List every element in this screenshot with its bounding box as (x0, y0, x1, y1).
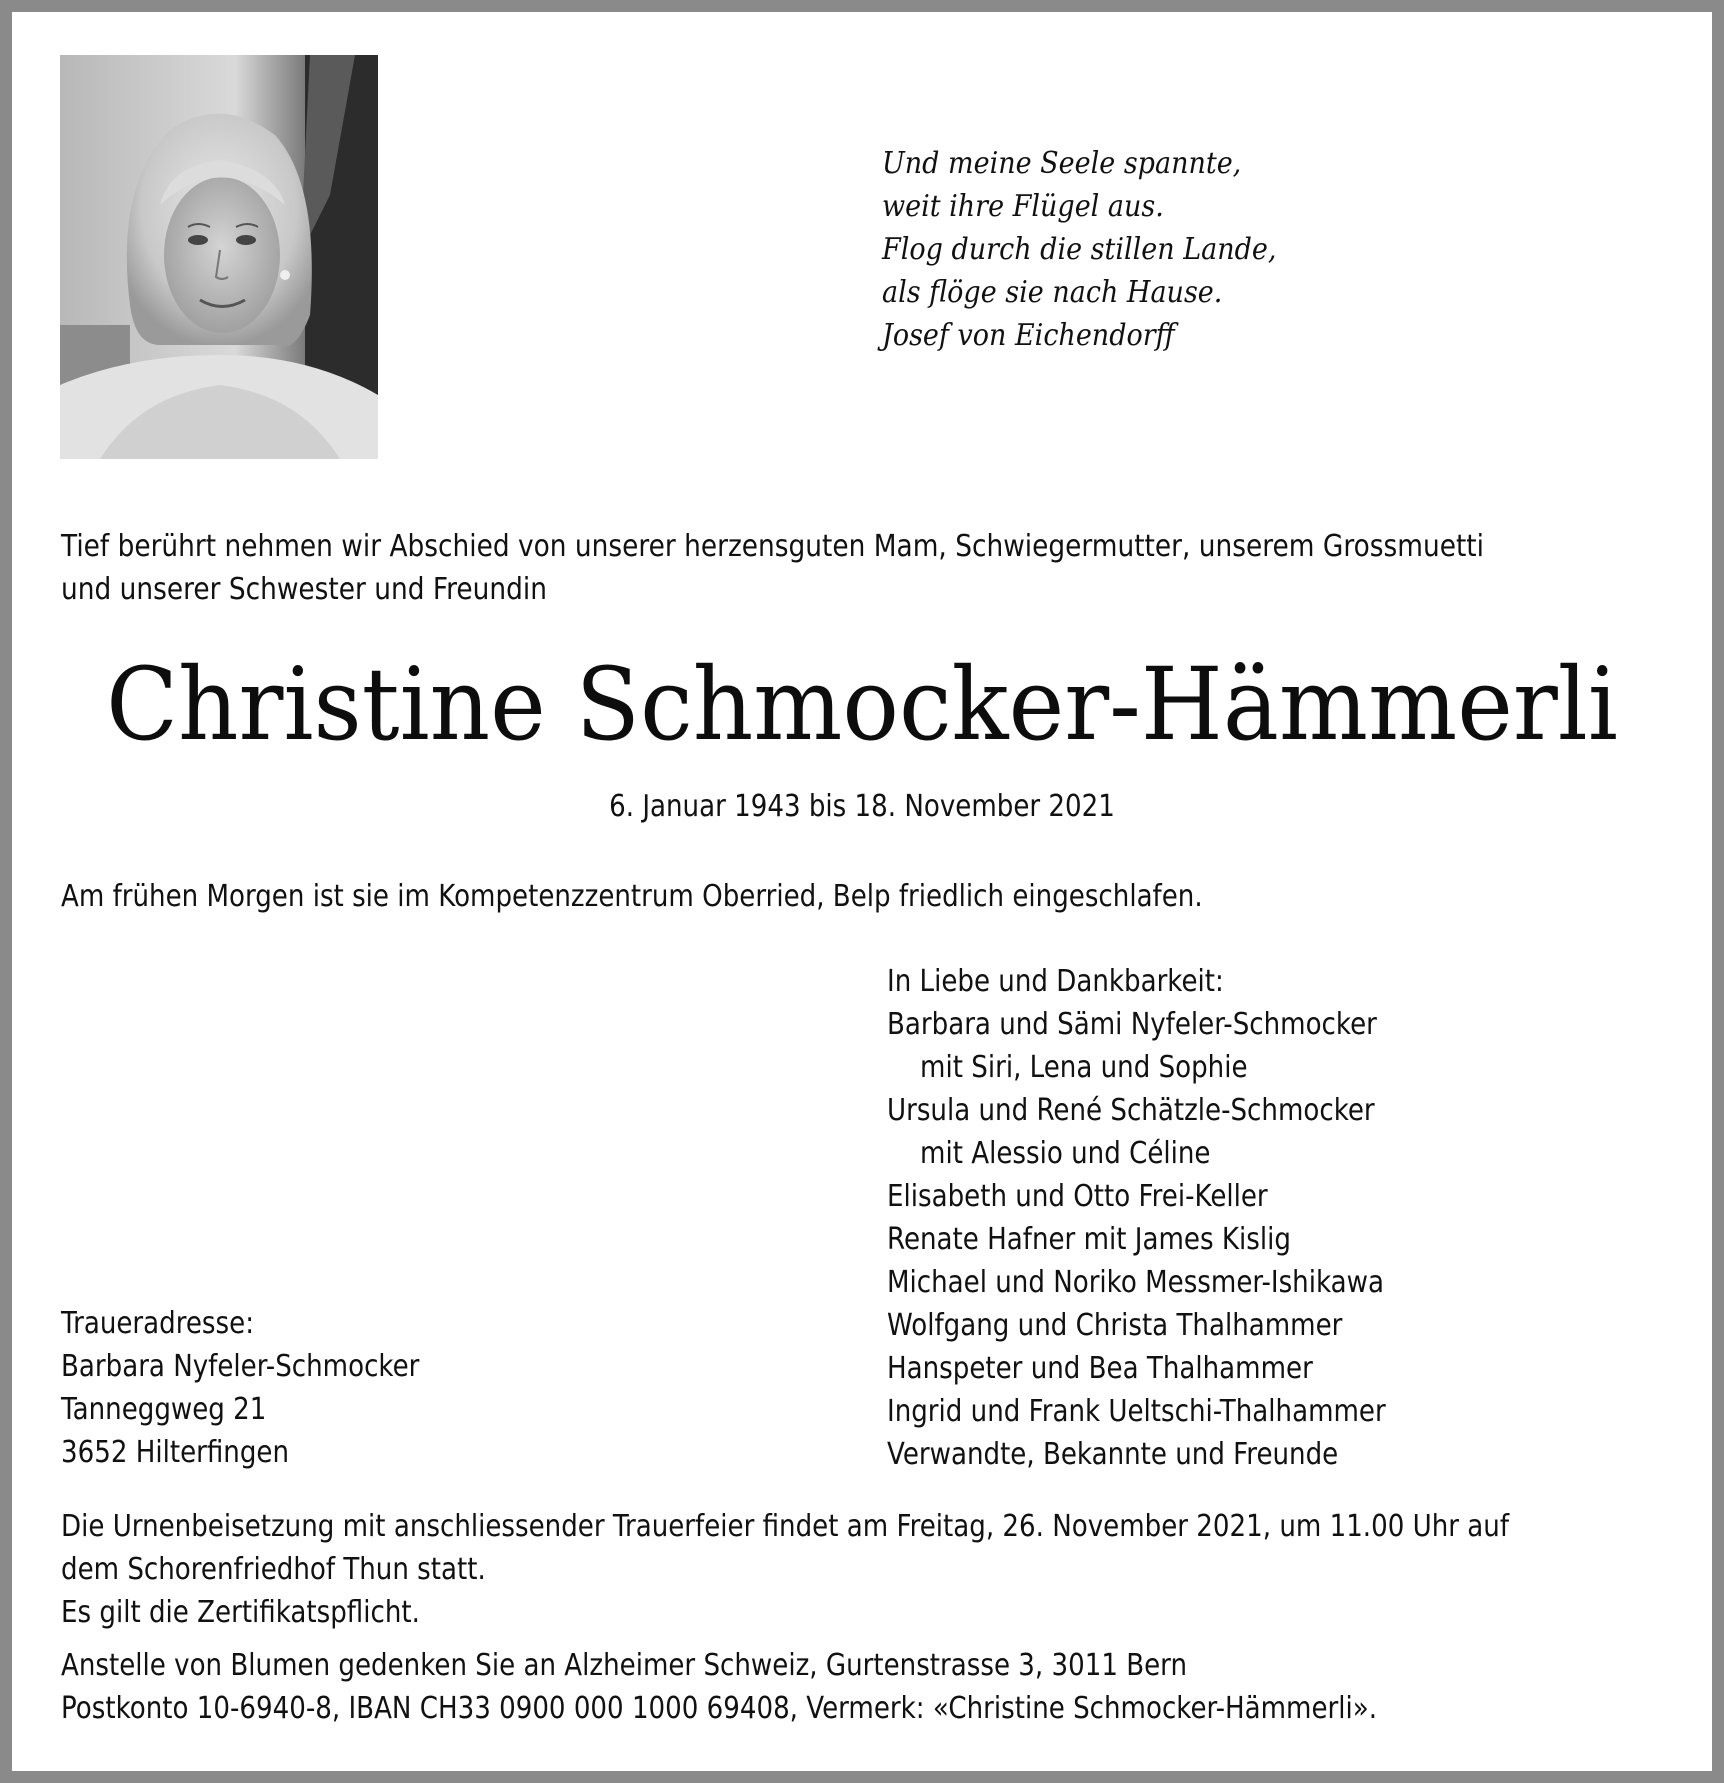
intro-line: und unserer Schwester und Freundin (61, 572, 547, 607)
family-list (887, 960, 1386, 1476)
family-entry: Hanspeter und Bea Thalhammer (887, 1351, 1313, 1386)
address-city: 3652 Hilterfingen (61, 1435, 290, 1470)
family-entry: Elisabeth und Otto Frei-Keller (887, 1179, 1268, 1214)
obituary-sheet (12, 12, 1712, 1771)
family-entry: Wolfgang und Christa Thalhammer (887, 1308, 1343, 1343)
poem-line: Flog durch die stillen Lande, (882, 232, 1277, 267)
family-entry: Michael und Noriko Messmer-Ishikawa (887, 1265, 1384, 1300)
address-street: Tanneggweg 21 (61, 1392, 267, 1427)
family-entry: Ingrid und Frank Ueltschi-Thalhammer (887, 1394, 1386, 1429)
mourning-address (61, 1302, 419, 1474)
family-entry: mit Siri, Lena und Sophie (920, 1050, 1248, 1085)
portrait-photo (60, 55, 378, 459)
address-label: Traueradresse: (61, 1306, 254, 1341)
ceremony-info (61, 1505, 1509, 1634)
poem (882, 142, 1350, 357)
ceremony-line: dem Schorenfriedhof Thun statt. (61, 1552, 486, 1587)
intro-line: Tief berührt nehmen wir Abschied von unserer herzensguten Mam, Schwiegermutter, unserem Grossmuetti (61, 529, 1485, 564)
donation-info (61, 1644, 1377, 1730)
poem-line: als flöge sie nach Hause. (882, 275, 1223, 310)
poem-line: Und meine Seele spannte, (882, 146, 1242, 181)
passing-text: Am frühen Morgen ist sie im Kompetenzzentrum Oberried, Belp friedlich eingeschlafen. (61, 879, 1203, 914)
donation-line: Postkonto 10-6940-8, IBAN CH33 0900 000 1000 69408, Vermerk: «Christine Schmocker-Hämmerli». (61, 1691, 1378, 1726)
poem-line: weit ihre Flügel aus. (882, 189, 1164, 224)
ceremony-line: Die Urnenbeisetzung mit anschliessender Trauerfeier findet am Freitag, 26. November 2021, um 11.00 Uhr auf (61, 1509, 1510, 1544)
portrait-image (60, 55, 378, 459)
intro-text (61, 525, 1484, 611)
deceased-name: Christine Schmocker-Hämmerli (106, 646, 1618, 763)
ceremony-line: Es gilt die Zertifikatspflicht. (61, 1595, 420, 1630)
poem-author: Josef von Eichendorff (882, 318, 1175, 353)
family-entry: Barbara und Sämi Nyfeler-Schmocker (887, 1007, 1377, 1042)
family-entry: Ursula und René Schätzle-Schmocker (887, 1093, 1375, 1128)
address-name: Barbara Nyfeler-Schmocker (61, 1349, 420, 1384)
family-entry: Renate Hafner mit James Kislig (887, 1222, 1291, 1257)
family-heading: In Liebe und Dankbarkeit: (887, 964, 1224, 999)
life-dates: 6. Januar 1943 bis 18. November 2021 (609, 789, 1115, 824)
donation-line: Anstelle von Blumen gedenken Sie an Alzheimer Schweiz, Gurtenstrasse 3, 3011 Bern (61, 1648, 1187, 1683)
family-entry: Verwandte, Bekannte und Freunde (887, 1437, 1339, 1472)
family-entry: mit Alessio und Céline (920, 1136, 1211, 1171)
